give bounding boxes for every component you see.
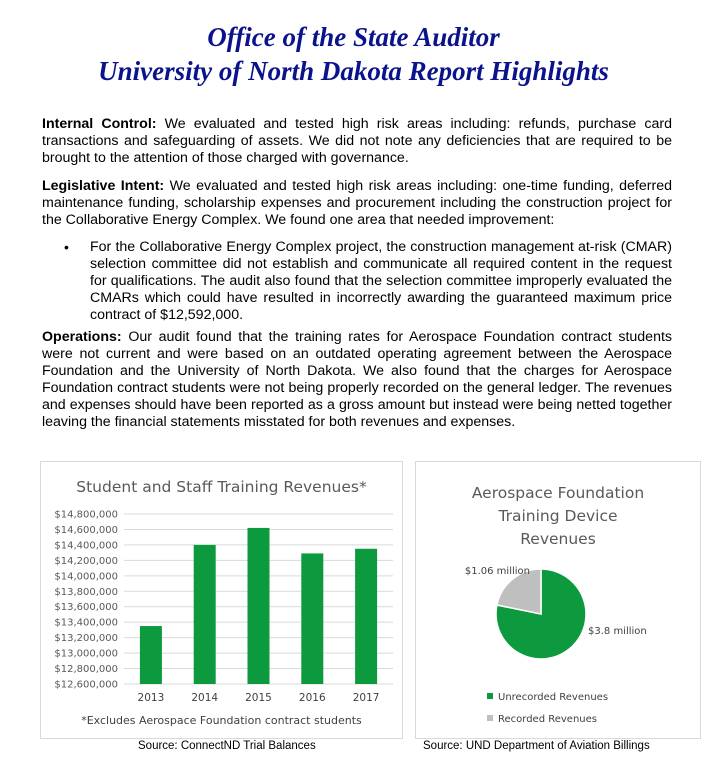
bar-2014	[194, 545, 216, 684]
legislative-intent-heading: Legislative Intent:	[42, 178, 165, 194]
y-tick-label: $12,600,000	[54, 679, 118, 691]
pie-label-recorded: $1.06 million	[464, 566, 530, 577]
y-tick-label: $13,400,000	[54, 617, 118, 629]
pie-chart-title-line-2: Training Device	[498, 507, 618, 525]
x-tick-label: 2013	[137, 692, 165, 704]
bullet-icon: •	[64, 239, 69, 255]
x-tick-label: 2014	[191, 692, 219, 704]
y-tick-label: $13,000,000	[54, 648, 118, 660]
y-tick-label: $14,600,000	[54, 524, 118, 536]
bar-2016	[301, 553, 323, 684]
operations-text: Our audit found that the training rates for Aerospace Foundation contract students were not current and were based on an outdated operating agreement between the Aerospace Foundation and the University of North Dakota. We also found that the charges for Aerospace Foundation contract students were not being properly recorded on the general ledger. The revenues and expenses should have been reported as a gross amount but instead were being netted together leaving the financial statements misstated for both revenues and expenses.	[42, 329, 672, 430]
internal-control-text: We evaluated and tested high risk areas including: refunds, purchase card transactions and safeguarding of assets. We did not note any deficiencies that are required to be brought to the attention of those charged with governance.	[42, 116, 672, 166]
legislative-intent-bullet: For the Collaborative Energy Complex project, the construction management at-risk (CMAR) selection committee did not establish and communicate all required content in the request for qualifications. The audit also found that the selection committee improperly evaluated the CMARs which could have resulted in incorrectly awarding the guaranteed maximum price contract of $12,592,000.	[90, 239, 672, 323]
report-highlights-title: University of North Dakota Report Highlights	[98, 56, 609, 86]
x-tick-label: 2017	[352, 692, 380, 704]
report-office-title: Office of the State Auditor	[207, 22, 500, 52]
y-tick-label: $13,800,000	[54, 586, 118, 598]
bar-chart	[41, 462, 402, 738]
y-tick-label: $14,800,000	[54, 509, 118, 521]
y-tick-label: $14,000,000	[54, 571, 118, 583]
aerospace-revenues-chart-panel	[415, 461, 701, 739]
bar-2015	[248, 528, 270, 684]
legend-swatch	[487, 715, 493, 721]
y-tick-label: $12,800,000	[54, 664, 118, 676]
bar-2013	[140, 626, 162, 684]
x-tick-label: 2016	[298, 692, 326, 704]
legend-swatch	[487, 693, 493, 699]
pie-chart-title-line-1: Aerospace Foundation	[471, 484, 645, 502]
y-tick-label: $13,200,000	[54, 633, 118, 645]
legend-label: Recorded Revenues	[498, 714, 597, 725]
bar-chart-source: Source: ConnectND Trial Balances	[138, 740, 316, 752]
bar-2017	[355, 549, 377, 684]
operations-heading: Operations:	[42, 329, 122, 345]
pie-chart-source: Source: UND Department of Aviation Billings	[423, 740, 650, 752]
internal-control-heading: Internal Control:	[42, 116, 157, 132]
legend-label: Unrecorded Revenues	[498, 692, 609, 703]
operations-paragraph	[42, 329, 672, 431]
bar-chart-footnote: *Excludes Aerospace Foundation contract students	[81, 714, 362, 727]
legislative-intent-paragraph	[42, 178, 672, 229]
pie-chart	[416, 462, 700, 738]
pie-chart-title-line-3: Revenues	[520, 530, 596, 548]
y-tick-label: $13,600,000	[54, 602, 118, 614]
pie-label-unrecorded: $3.8 million	[588, 626, 647, 637]
y-tick-label: $14,200,000	[54, 555, 118, 567]
x-tick-label: 2015	[245, 692, 272, 704]
training-revenues-chart-panel	[40, 461, 403, 739]
y-tick-label: $14,400,000	[54, 540, 118, 552]
internal-control-paragraph	[42, 116, 672, 167]
legislative-intent-text: We evaluated and tested high risk areas including: one-time funding, deferred maintenance funding, scholarship expenses and procurement including the construction project for the Collaborative Energy Complex. We found one area that needed improvement:	[42, 178, 672, 228]
bar-chart-title: Student and Staff Training Revenues*	[76, 478, 367, 496]
